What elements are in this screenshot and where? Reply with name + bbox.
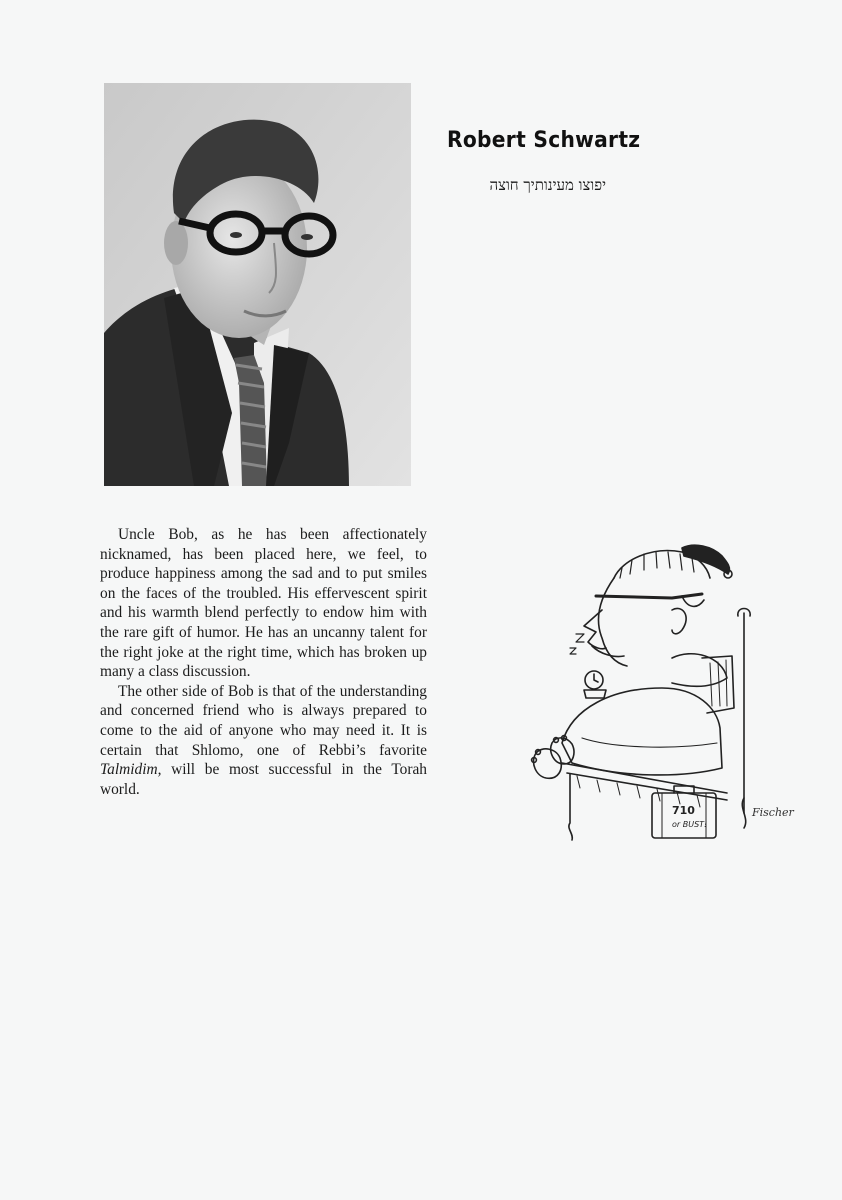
portrait-photo — [104, 83, 411, 486]
bio-paragraph-2-text: The other side of Bob is that of the understanding and concerned friend who is always prepared to come to the aid of anyone who may need it. It is certain that Shlomo, one of Rebbi’s favorite — [100, 682, 427, 759]
hebrew-quote: יפוצו מעינותיך חוצה — [489, 176, 606, 194]
bio-paragraph-1: Uncle Bob, as he has been affectionately nicknamed, has been placed here, we feel, to produce happiness among the sad and to put smiles on the faces of the troubled. His effervescent spirit and his warmth blend perfectly to endow him with the rare gift of humor. He has an uncanny talent for the right joke at the right time, which has broken up many a class discussion. — [100, 526, 427, 681]
caricature-illustration — [522, 538, 802, 848]
bio-paragraph-2 — [100, 682, 427, 800]
suitcase-sublabel: or BUST! — [672, 820, 708, 829]
portrait-image — [104, 83, 411, 486]
bio-italic-word: Talmidim, — [100, 761, 162, 779]
student-name: Robert Schwartz — [447, 128, 641, 153]
artist-signature: Fischer — [752, 806, 794, 819]
bio-paragraph-2-end: will be most successful in the Torah world. — [100, 761, 427, 798]
suitcase-label: 710 — [672, 804, 695, 817]
biography — [100, 525, 427, 799]
